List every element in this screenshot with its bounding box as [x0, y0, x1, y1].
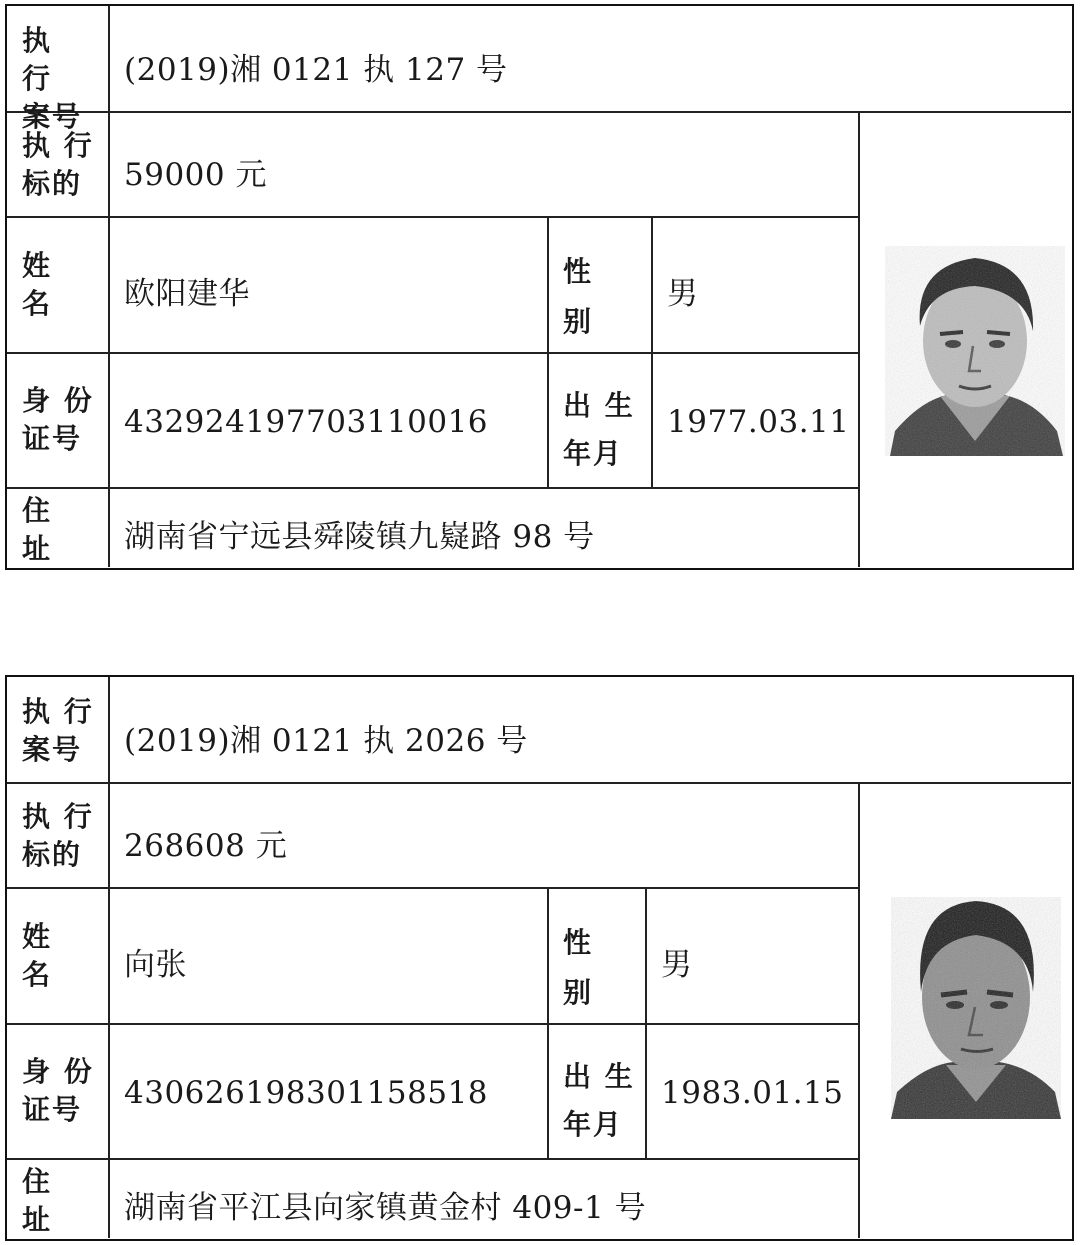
address-value: 湖南省宁远县舜陵镇九嶷路 98 号	[124, 519, 595, 555]
execution-amount: 268608 元	[124, 828, 288, 864]
label-address	[22, 1163, 52, 1239]
record-card-2	[5, 675, 1074, 1241]
person-photo	[891, 897, 1061, 1119]
label-id-no	[22, 1053, 94, 1129]
label-address	[22, 492, 52, 568]
label-case-no	[22, 22, 84, 136]
divider	[645, 887, 647, 1159]
divider	[7, 487, 859, 489]
birth-date: 1977.03.11	[667, 404, 850, 440]
label-amount	[22, 798, 94, 874]
label-line: 案号	[22, 100, 83, 133]
person-photo	[885, 246, 1065, 456]
divider	[108, 677, 110, 1238]
label-line: 年月	[563, 1108, 624, 1141]
case-number: (2019)湘 0121 执 127 号	[124, 52, 508, 88]
label-line: 证号	[22, 1093, 83, 1126]
label-name	[22, 247, 52, 323]
label-case-no	[22, 693, 94, 769]
label-line: 名	[22, 958, 53, 991]
label-line: 址	[22, 1203, 53, 1236]
label-line: 执 行	[22, 24, 53, 95]
label-birth	[563, 382, 635, 478]
divider	[651, 216, 653, 488]
label-line: 性	[563, 926, 594, 959]
label-line: 出 生	[563, 389, 635, 422]
label-gender	[563, 918, 593, 1018]
label-line: 住	[22, 494, 53, 527]
divider	[7, 352, 859, 354]
address-value: 湖南省平江县向家镇黄金村 409-1 号	[124, 1190, 647, 1226]
label-line: 住	[22, 1165, 53, 1198]
divider	[7, 216, 859, 218]
divider	[7, 887, 859, 889]
label-line: 性	[563, 255, 594, 288]
divider	[7, 1158, 859, 1160]
divider	[7, 1023, 859, 1025]
divider	[858, 782, 860, 1238]
label-line: 别	[563, 305, 594, 338]
label-line: 执 行	[22, 129, 94, 162]
divider	[547, 216, 549, 488]
label-line: 案号	[22, 733, 83, 766]
divider	[108, 6, 110, 567]
case-number: (2019)湘 0121 执 2026 号	[124, 723, 528, 759]
label-line: 别	[563, 976, 594, 1009]
label-line: 执 行	[22, 695, 94, 728]
person-name: 欧阳建华	[124, 276, 250, 312]
divider	[547, 887, 549, 1159]
gender-value: 男	[661, 947, 693, 983]
gender-value: 男	[667, 276, 699, 312]
label-line: 身 份	[22, 1055, 94, 1088]
id-number: 432924197703110016	[124, 404, 489, 440]
label-birth	[563, 1053, 635, 1149]
label-line: 姓	[22, 920, 53, 953]
label-line: 标的	[22, 167, 83, 200]
person-name: 向张	[124, 947, 187, 983]
execution-amount: 59000 元	[124, 157, 267, 193]
label-amount	[22, 127, 94, 203]
label-line: 标的	[22, 838, 83, 871]
label-line: 出 生	[563, 1060, 635, 1093]
divider	[7, 782, 1071, 784]
divider	[7, 111, 1071, 113]
label-gender	[563, 247, 593, 347]
label-line: 身 份	[22, 384, 94, 417]
divider	[858, 111, 860, 567]
birth-date: 1983.01.15	[661, 1075, 844, 1111]
label-line: 姓	[22, 249, 53, 282]
label-line: 证号	[22, 422, 83, 455]
label-id-no	[22, 382, 94, 458]
label-name	[22, 918, 52, 994]
label-line: 执 行	[22, 800, 94, 833]
record-card-1	[5, 4, 1074, 570]
label-line: 址	[22, 532, 53, 565]
label-line: 年月	[563, 437, 624, 470]
id-number: 430626198301158518	[124, 1075, 489, 1111]
label-line: 名	[22, 287, 53, 320]
